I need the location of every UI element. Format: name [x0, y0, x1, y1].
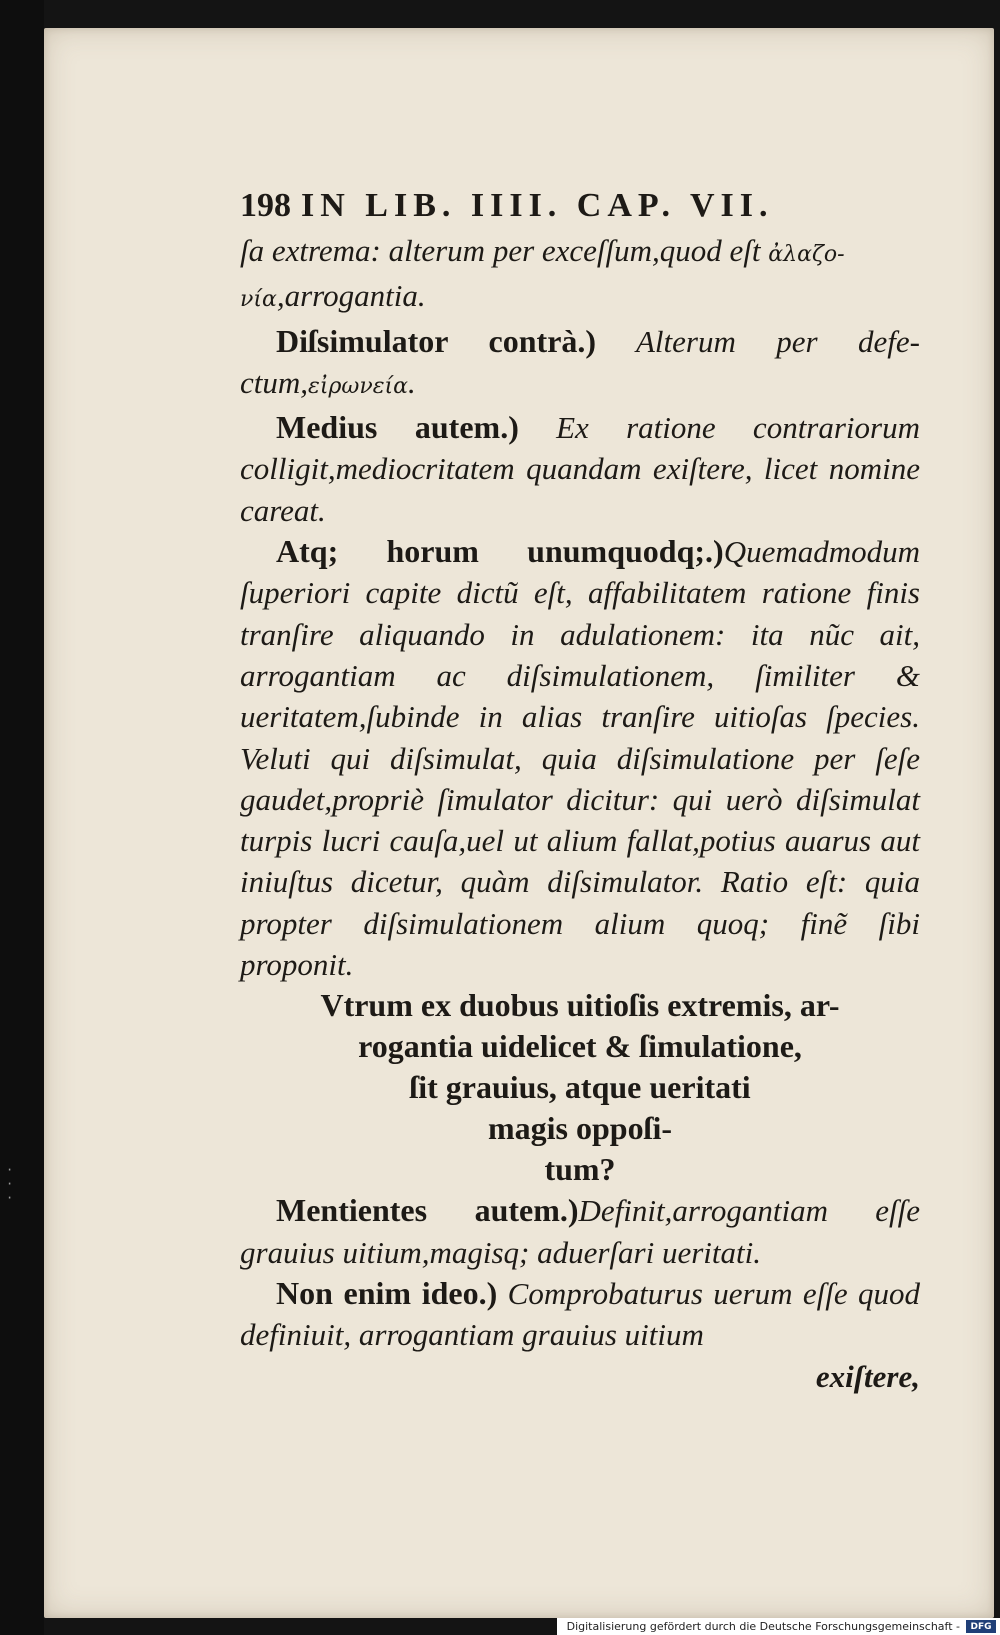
- paragraph-text: Quemadmodum ſuperiori capite dictũ eſt, affabilitatem ratione finis tranſire aliquando in adulationem: ita nũc ait, arrogantiam ac diſsimulationem, ſimiliter & ueritatem,ſubinde in alias tranſire uitioſas ſpecies. Veluti qui diſsimulat, quia diſsimulatione per ſeſe gaudet,propriè ſimulator dicitur: qui uerò diſsimulat turpis lucri cauſa,uel ut alium fallat,potius auarus aut iniuſtus dicetur, quàm diſsimulator. Ratio eſt: quia propter diſsimulationem alium quoq; finẽ ſibi proponit.: [240, 534, 920, 983]
- paragraph-dissimulator: [240, 321, 920, 408]
- section-heading-line: magis oppoſi-: [487, 1110, 673, 1147]
- running-head-title: IN LIB. IIII. CAP. VII.: [301, 187, 774, 224]
- paragraph-text: Comprobaturus uerum eſſe quod definiuit, arrogantiam grauius uitium: [240, 1275, 920, 1353]
- paragraph-text: ſa extrema: alterum per exceſſum,quod eſt: [240, 233, 769, 268]
- credit-text: Digitalisierung gefördert durch die Deutsche Forschungsgemeinschaft -: [566, 1620, 960, 1633]
- section-heading-line: rogantia uidelicet & ſimulatione,: [358, 1028, 802, 1065]
- paragraph-mentientes: [240, 1190, 920, 1273]
- section-heading-line: Vtrum ex duobus uitioſis extremis, ar-: [320, 987, 840, 1024]
- lemma: Non enim ideo.): [276, 1274, 498, 1311]
- book-gutter: [0, 0, 44, 1635]
- digitization-credit: [557, 1618, 1000, 1635]
- paragraph-continuation: [240, 230, 920, 321]
- lemma: Medius autem.): [276, 409, 519, 446]
- paragraph-text: Ex ratione contrariorum colligit,mediocritatem quandam exiſtere, licet nomine careat.: [240, 410, 920, 528]
- lemma: Atq; horum unumquodq;.): [276, 533, 724, 570]
- lemma: Diſsimulator contrà.): [276, 322, 597, 359]
- page-text-block: [240, 184, 920, 1397]
- paragraph-text: ,arrogantia.: [276, 278, 426, 314]
- greek-term: εἰρωνεία: [308, 373, 408, 399]
- section-heading: [240, 985, 920, 1190]
- paragraph-text: Definit,arrogantiam eſſe grauius uitium,magisq; aduerſari ueritati.: [240, 1193, 920, 1270]
- page-number: 198: [240, 187, 291, 224]
- dfg-logo-icon: DFG: [966, 1620, 996, 1633]
- paragraph-medius: [240, 407, 920, 531]
- section-heading-line: tum?: [544, 1151, 616, 1188]
- running-head: [240, 184, 920, 228]
- paragraph-non-enim: [240, 1273, 920, 1356]
- gutter-marks: · · ·: [6, 1163, 22, 1205]
- catchword: exiſtere,: [815, 1358, 920, 1394]
- section-heading-line: ſit grauius, atque ueritati: [409, 1069, 751, 1106]
- lemma: Mentientes autem.): [276, 1192, 579, 1229]
- paragraph-atque: [240, 531, 920, 985]
- greek-term: νία: [240, 287, 277, 313]
- paragraph-text: .: [407, 364, 416, 400]
- paragraph-text: Alterum per defe-ctum,: [240, 323, 921, 400]
- greek-term: ἀλαζο-: [768, 242, 845, 267]
